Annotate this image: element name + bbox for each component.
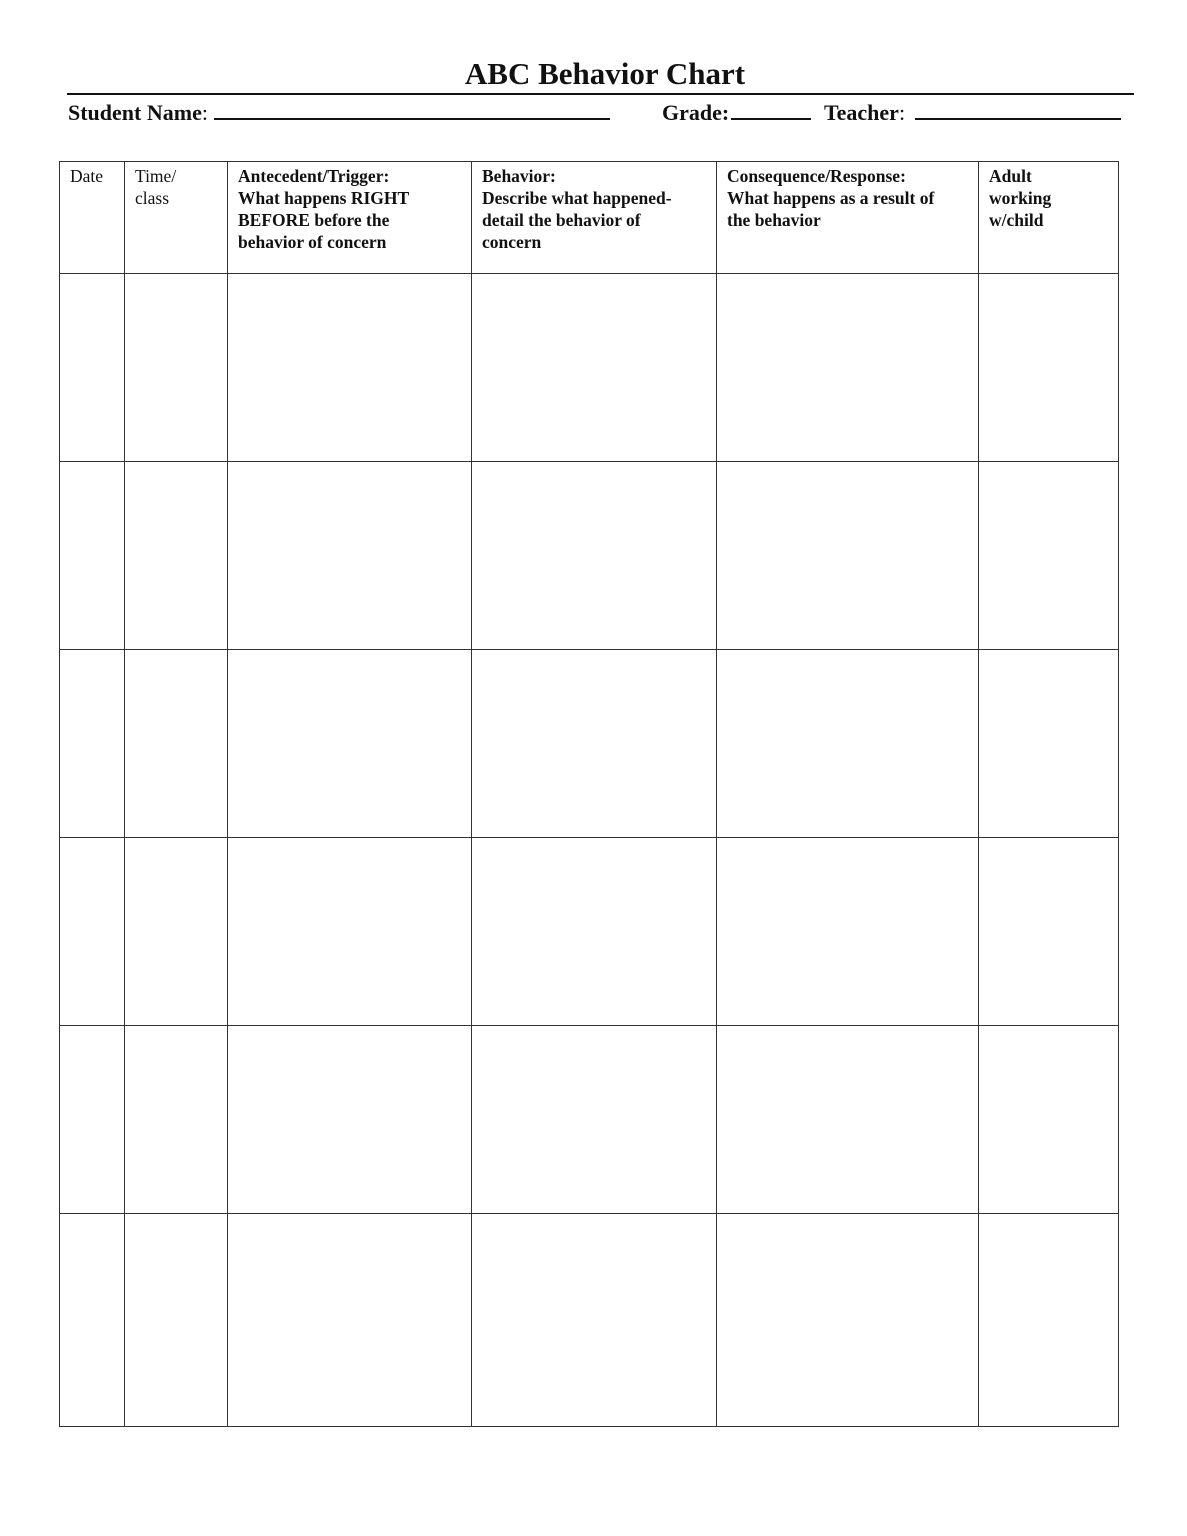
header-line: detail the behavior of bbox=[482, 210, 641, 230]
header-line: Consequence/Response: bbox=[727, 166, 906, 186]
cell-time-class[interactable] bbox=[125, 274, 228, 462]
cell-date[interactable] bbox=[60, 1026, 125, 1214]
cell-adult[interactable] bbox=[979, 838, 1119, 1026]
column-header-date bbox=[60, 162, 125, 274]
column-header-behavior bbox=[472, 162, 717, 274]
cell-time-class[interactable] bbox=[125, 462, 228, 650]
cell-antecedent[interactable] bbox=[228, 838, 472, 1026]
student-info-line bbox=[68, 96, 1134, 126]
cell-consequence[interactable] bbox=[717, 838, 979, 1026]
grade-input[interactable] bbox=[731, 96, 811, 120]
cell-consequence[interactable] bbox=[717, 1214, 979, 1427]
cell-adult[interactable] bbox=[979, 274, 1119, 462]
cell-behavior[interactable] bbox=[472, 462, 717, 650]
table-row bbox=[60, 1026, 1119, 1214]
column-header-consequence bbox=[717, 162, 979, 274]
cell-adult[interactable] bbox=[979, 1026, 1119, 1214]
teacher-colon: : bbox=[898, 100, 906, 125]
cell-antecedent[interactable] bbox=[228, 650, 472, 838]
cell-adult[interactable] bbox=[979, 1214, 1119, 1427]
cell-behavior[interactable] bbox=[472, 650, 717, 838]
header-line: Time/ bbox=[135, 166, 177, 186]
column-header-antecedent bbox=[228, 162, 472, 274]
column-header-time-class bbox=[125, 162, 228, 274]
cell-time-class[interactable] bbox=[125, 838, 228, 1026]
cell-antecedent[interactable] bbox=[228, 1026, 472, 1214]
title-divider bbox=[67, 93, 1134, 95]
header-line: Behavior: bbox=[482, 166, 556, 186]
header-line: BEFORE before the bbox=[238, 210, 390, 230]
cell-consequence[interactable] bbox=[717, 650, 979, 838]
cell-adult[interactable] bbox=[979, 462, 1119, 650]
cell-behavior[interactable] bbox=[472, 274, 717, 462]
abc-behavior-table bbox=[59, 161, 1119, 1427]
cell-behavior[interactable] bbox=[472, 1026, 717, 1214]
cell-consequence[interactable] bbox=[717, 274, 979, 462]
header-line: What happens as a result of bbox=[727, 188, 935, 208]
cell-time-class[interactable] bbox=[125, 1214, 228, 1427]
cell-date[interactable] bbox=[60, 1214, 125, 1427]
student-name-label: Student Name bbox=[68, 100, 202, 125]
header-line: working bbox=[989, 188, 1052, 208]
table-header-row bbox=[60, 162, 1119, 274]
table-row bbox=[60, 462, 1119, 650]
cell-antecedent[interactable] bbox=[228, 1214, 472, 1427]
cell-antecedent[interactable] bbox=[228, 462, 472, 650]
header-line: What happens RIGHT bbox=[238, 188, 410, 208]
cell-adult[interactable] bbox=[979, 650, 1119, 838]
header-line: Date bbox=[70, 166, 104, 186]
header-line: Antecedent/Trigger: bbox=[238, 166, 390, 186]
cell-consequence[interactable] bbox=[717, 1026, 979, 1214]
grade-field bbox=[662, 96, 811, 127]
page-title: ABC Behavior Chart bbox=[464, 56, 746, 91]
cell-time-class[interactable] bbox=[125, 650, 228, 838]
cell-date[interactable] bbox=[60, 462, 125, 650]
header-line: Adult bbox=[989, 166, 1032, 186]
teacher-field bbox=[824, 96, 1121, 127]
cell-date[interactable] bbox=[60, 650, 125, 838]
cell-date[interactable] bbox=[60, 274, 125, 462]
header-line: class bbox=[135, 188, 170, 208]
grade-label: Grade: bbox=[662, 100, 730, 125]
cell-date[interactable] bbox=[60, 838, 125, 1026]
table-row bbox=[60, 1214, 1119, 1427]
column-header-adult bbox=[979, 162, 1119, 274]
table-row bbox=[60, 838, 1119, 1026]
cell-behavior[interactable] bbox=[472, 838, 717, 1026]
cell-time-class[interactable] bbox=[125, 1026, 228, 1214]
header-line: concern bbox=[482, 232, 542, 252]
cell-antecedent[interactable] bbox=[228, 274, 472, 462]
header-line: behavior of concern bbox=[238, 232, 387, 252]
header-line: w/child bbox=[989, 210, 1044, 230]
teacher-input[interactable] bbox=[915, 96, 1121, 120]
student-name-input[interactable] bbox=[214, 96, 610, 120]
table-row bbox=[60, 650, 1119, 838]
header-line: Describe what happened- bbox=[482, 188, 672, 208]
student-name-colon: : bbox=[201, 100, 208, 125]
student-name-field bbox=[68, 96, 610, 127]
header-line: the behavior bbox=[727, 210, 821, 230]
table-row bbox=[60, 274, 1119, 462]
teacher-label: Teacher bbox=[824, 100, 899, 125]
cell-consequence[interactable] bbox=[717, 462, 979, 650]
cell-behavior[interactable] bbox=[472, 1214, 717, 1427]
